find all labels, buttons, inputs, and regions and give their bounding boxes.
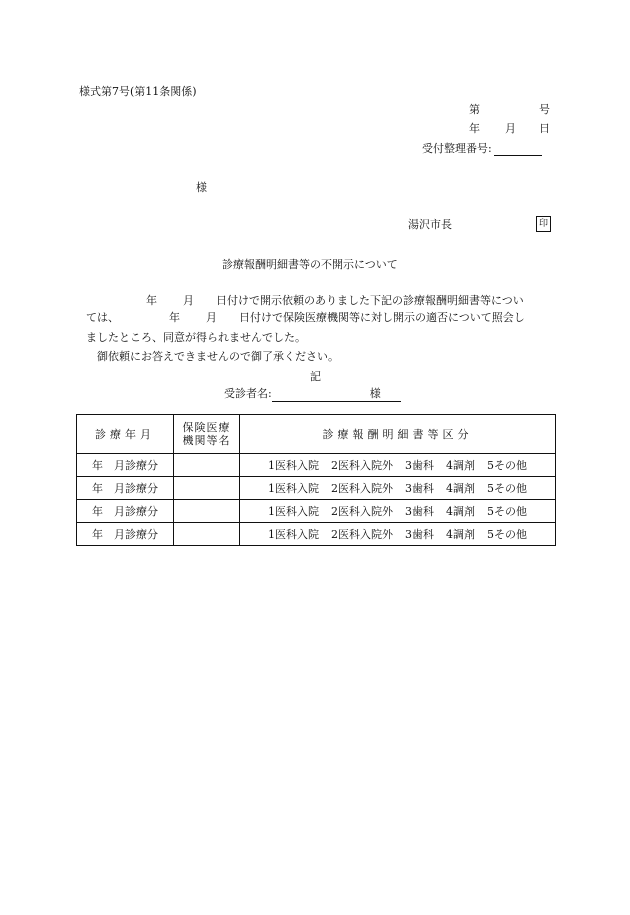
row-insurer xyxy=(174,477,240,500)
body-text: 日付けで保険医療機関等に対し開示の適否について照会し xyxy=(239,311,525,324)
statement-table xyxy=(76,414,556,546)
category-3: 3歯科 xyxy=(405,459,434,472)
patient-honorific: 様 xyxy=(368,387,401,402)
row-period: 年 月診療分 xyxy=(77,477,174,500)
date-year-label: 年 xyxy=(469,122,480,135)
category-1: 1医科入院 xyxy=(268,528,319,541)
header-period: 診療年月 xyxy=(77,415,174,454)
category-2: 2医科入院外 xyxy=(331,459,393,472)
document-number-label: 第 xyxy=(469,103,480,116)
row-period: 年 月診療分 xyxy=(77,523,174,546)
row-categories xyxy=(240,477,556,500)
category-1: 1医科入院 xyxy=(268,505,319,518)
category-4: 4調剤 xyxy=(446,482,475,495)
category-2: 2医科入院外 xyxy=(331,482,393,495)
receipt-number-blank xyxy=(494,143,542,156)
category-1: 1医科入院 xyxy=(268,482,319,495)
patient-name-blank xyxy=(272,389,368,402)
category-2: 2医科入院外 xyxy=(331,505,393,518)
category-4: 4調剤 xyxy=(446,505,475,518)
category-3: 3歯科 xyxy=(405,528,434,541)
record-heading: 記 xyxy=(310,370,321,383)
header-insurer xyxy=(174,415,240,454)
header-insurer-line2: 機関等名 xyxy=(182,434,231,447)
date-month-label: 月 xyxy=(505,122,516,135)
document-number-suffix: 号 xyxy=(539,103,550,116)
row-categories xyxy=(240,500,556,523)
category-5: 5その他 xyxy=(487,528,527,541)
category-1: 1医科入院 xyxy=(268,459,319,472)
sender-name: 湯沢市長 xyxy=(408,218,452,231)
body-line-1 xyxy=(80,294,524,308)
category-4: 4調剤 xyxy=(446,528,475,541)
body-year: 年 xyxy=(169,311,180,324)
body-line-2 xyxy=(86,311,525,325)
category-5: 5その他 xyxy=(487,505,527,518)
row-insurer xyxy=(174,454,240,477)
row-categories xyxy=(240,454,556,477)
row-period: 年 月診療分 xyxy=(77,500,174,523)
body-month: 月 xyxy=(206,311,217,324)
receipt-number-label: 受付整理番号: xyxy=(422,142,492,155)
category-4: 4調剤 xyxy=(446,459,475,472)
category-2: 2医科入院外 xyxy=(331,528,393,541)
body-month: 月 xyxy=(183,294,194,307)
category-5: 5その他 xyxy=(487,459,527,472)
receipt-number xyxy=(422,142,542,156)
body-line-3: ましたところ、同意が得られませんでした。 xyxy=(86,331,306,344)
table-row xyxy=(77,523,556,546)
body-text: ては、 xyxy=(86,311,119,324)
body-text: 日付けで開示依頼のありました下記の診療報酬明細書等につい xyxy=(216,294,524,307)
header-type: 診療報酬明細書等区分 xyxy=(240,415,556,454)
category-3: 3歯科 xyxy=(405,505,434,518)
table-row xyxy=(77,454,556,477)
row-insurer xyxy=(174,523,240,546)
table-header-row xyxy=(77,415,556,454)
document-title: 診療報酬明細書等の不開示について xyxy=(222,258,398,271)
row-categories xyxy=(240,523,556,546)
table-row xyxy=(77,477,556,500)
form-number: 様式第7号(第11条関係) xyxy=(79,85,197,98)
table-row xyxy=(77,500,556,523)
category-3: 3歯科 xyxy=(405,482,434,495)
body-year: 年 xyxy=(146,294,157,307)
addressee-honorific: 様 xyxy=(196,181,207,194)
patient-name-label: 受診者名: xyxy=(224,387,272,400)
category-5: 5その他 xyxy=(487,482,527,495)
patient-name-row xyxy=(224,387,401,402)
header-insurer-line1: 保険医療 xyxy=(182,421,231,434)
date-day-label: 日 xyxy=(539,122,550,135)
body-line-4: 御依頼にお答えできませんので御了承ください。 xyxy=(97,350,339,363)
row-period: 年 月診療分 xyxy=(77,454,174,477)
row-insurer xyxy=(174,500,240,523)
seal-box: 印 xyxy=(536,216,551,232)
